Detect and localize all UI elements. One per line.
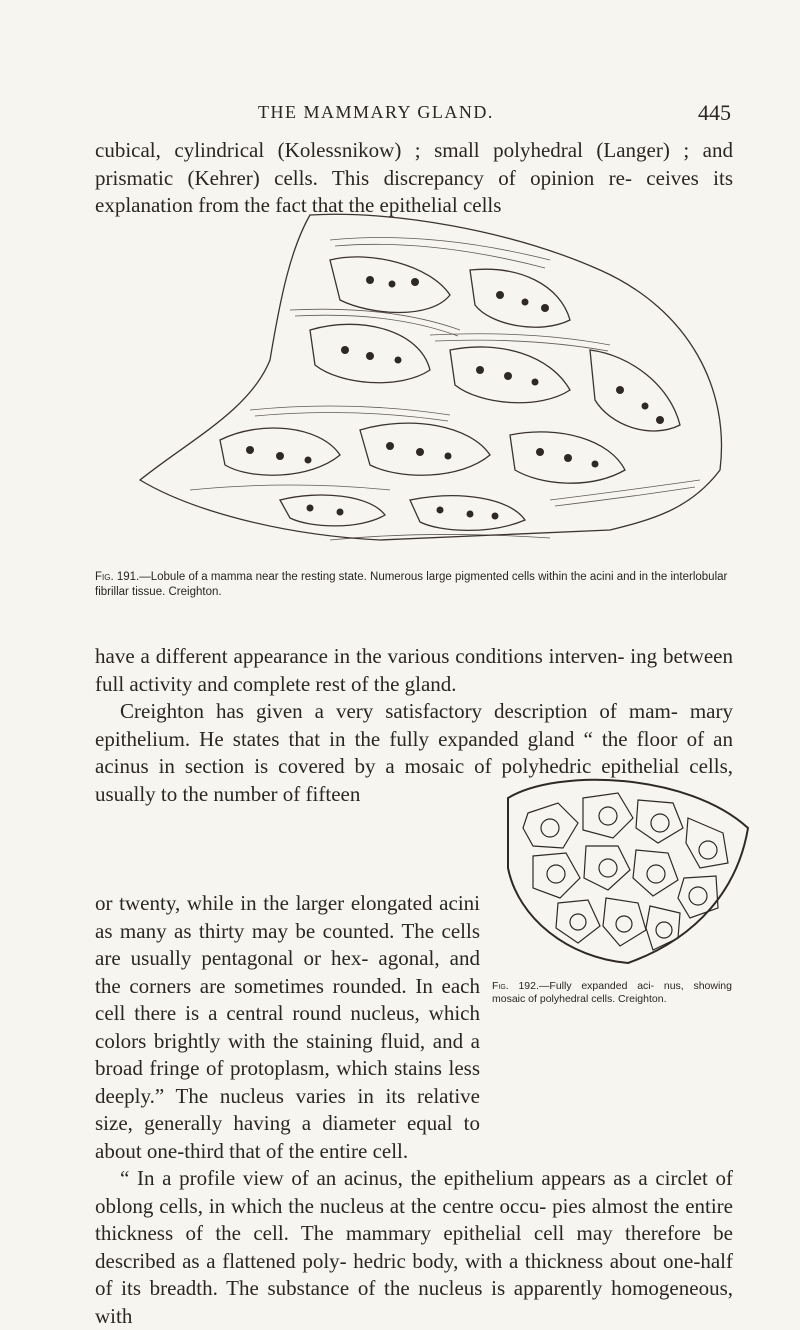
lobule-outline xyxy=(140,214,722,540)
paragraph-top xyxy=(95,137,733,220)
lobule-illustration xyxy=(130,210,740,560)
paragraph-wrapped xyxy=(95,890,733,1330)
running-header xyxy=(0,102,800,132)
acinus-shape xyxy=(590,350,680,431)
cell-shape xyxy=(523,803,578,848)
acinus-shape xyxy=(470,269,570,327)
caption-text: —Fully expanded aci- nus, showing mosaic of polyhedral cells. Creighton. xyxy=(492,980,732,1005)
cell-shape xyxy=(686,818,728,868)
cell-shape xyxy=(636,800,683,843)
paragraph-text: have a different appearance in the various conditions interven- ing between full activity and complete rest of the gland. xyxy=(95,644,733,696)
acinus-shape xyxy=(220,428,340,475)
paragraph-text: or twenty, while in the larger elongated acini as many as thirty may be counted. The cells are usually pentagonal or hex- agonal, and the corners are sometimes rounded. In each cell there is a central round nucleus, which colors brightly with the staining fluid, and a broad fringe of protoplasm, which stains less deeply.” The nucleus varies in its relative size, generally having a diameter equal to about one-third that of the entire cell. xyxy=(95,891,480,1163)
acinus-shape xyxy=(280,495,385,526)
cell-shape xyxy=(584,846,630,890)
paragraph-text: “ In a profile view of an acinus, the epithelium appears as a circlet of oblong cells, in which the nucleus at the centre occu- pies almost the entire thickness of the cell. The mammary epithelial cell may therefore be described as a flattened poly- hedric body, with a thickness about one-half of its breadth. The substance of the nucleus is apparently homogeneous, with xyxy=(95,1166,733,1328)
cell-shape xyxy=(583,793,633,838)
paragraph-text: cubical, cylindrical (Kolessnikow) ; small polyhedral (Langer) ; and prismatic (Kehrer) cells. This discrepancy of opinion re- ceives its explanation from the fact that the epithelial cells xyxy=(95,138,733,217)
figure-label: Fig. 192. xyxy=(492,980,539,992)
paragraph-text: Creighton has given a very satisfactory description of mam- mary epithelium. He states that in the fully expanded gland “ the floor of an acinus in section is covered by a mosaic of polyhedric epithelial cells, usually to the number of fifteen xyxy=(95,699,733,806)
running-title: THE MAMMARY GLAND. xyxy=(258,102,494,122)
figure-label: Fig. 191. xyxy=(95,571,140,583)
page-number: 445 xyxy=(698,100,731,125)
figure-191-caption xyxy=(95,570,735,600)
acinus-shape xyxy=(360,423,490,475)
caption-text: —Lobule of a mamma near the resting state. Numerous large pigmented cells within the acini and in the interlobular fibrillar tissue. Creighton. xyxy=(95,571,728,598)
